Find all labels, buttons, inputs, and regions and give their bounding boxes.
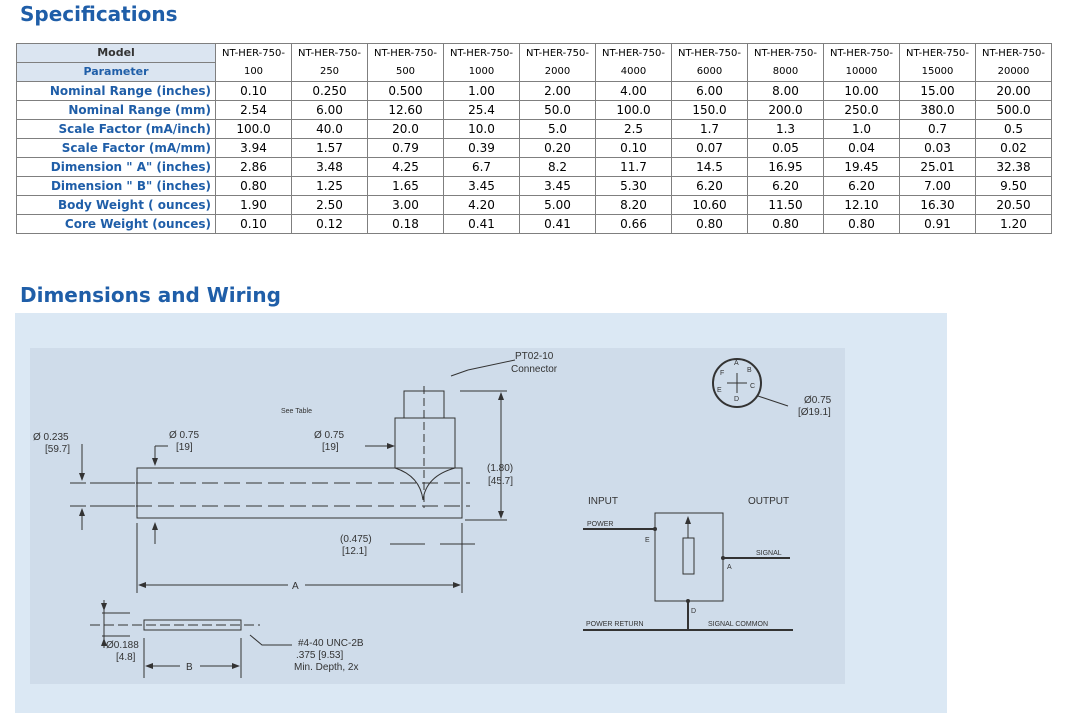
table-cell: 5.0 [520, 120, 596, 139]
d075b-label-1: Ø 0.75 [314, 430, 345, 441]
table-cell: 0.03 [900, 139, 976, 158]
table-cell: 6.00 [672, 82, 748, 101]
table-cell: 0.04 [824, 139, 900, 158]
dim-b-label: B [186, 662, 193, 673]
connector-dia-leader [758, 396, 788, 406]
thread-label-3: Min. Depth, 2x [294, 662, 359, 673]
table-cell: 19.45 [824, 158, 900, 177]
parameter-label: Dimension " A" (inches) [17, 158, 216, 177]
table-cell: 0.80 [216, 177, 292, 196]
table-cell: 32.38 [976, 158, 1052, 177]
thread-label-1: #4-40 UNC-2B [298, 638, 364, 649]
table-cell: 0.250 [292, 82, 368, 101]
table-cell: 4.25 [368, 158, 444, 177]
pin-b-end-label: B [747, 367, 752, 374]
table-cell: 1.90 [216, 196, 292, 215]
height-label-1: (1.80) [487, 463, 514, 474]
table-cell: 2.50 [292, 196, 368, 215]
model-header-1 [292, 44, 368, 82]
parameter-label: Scale Factor (mA/mm) [17, 139, 216, 158]
table-cell: 4.20 [444, 196, 520, 215]
table-cell: 3.45 [520, 177, 596, 196]
core-dia-label-2: [4.8] [116, 652, 136, 663]
table-cell: 5.00 [520, 196, 596, 215]
table-cell: 1.57 [292, 139, 368, 158]
connector-label-1: PT02-10 [515, 351, 554, 362]
model-header-8 [824, 44, 900, 82]
table-cell: 0.5 [976, 120, 1052, 139]
lvdt-box [655, 513, 723, 601]
model-number: 15000 [921, 65, 954, 77]
pin-e-end-label: E [717, 387, 722, 394]
power-label: POWER [587, 521, 614, 528]
dim-a-arrow-right [453, 582, 461, 588]
table-cell: 3.00 [368, 196, 444, 215]
table-cell: 10.60 [672, 196, 748, 215]
model-number: 1000 [468, 65, 495, 77]
table-cell: 0.12 [292, 215, 368, 234]
table-cell: 8.2 [520, 158, 596, 177]
parameter-label: Nominal Range (mm) [17, 101, 216, 120]
output-label: OUTPUT [748, 496, 790, 507]
d235-arrowhead-2 [79, 508, 85, 516]
table-cell: 0.7 [900, 120, 976, 139]
model-number: 4000 [620, 65, 647, 77]
connector-leader [451, 370, 468, 376]
model-prefix: NT-HER-750- [298, 47, 361, 59]
table-cell: 0.02 [976, 139, 1052, 158]
model-header-9 [900, 44, 976, 82]
model-number: 6000 [696, 65, 723, 77]
parameter-label: Scale Factor (mA/inch) [17, 120, 216, 139]
height-arrow-top [498, 392, 504, 400]
table-cell: 0.10 [596, 139, 672, 158]
table-row [17, 120, 1052, 139]
table-cell: 0.10 [216, 82, 292, 101]
thread-label-2: .375 [9.53] [296, 650, 344, 661]
d075a-arrowhead [152, 458, 158, 466]
table-cell: 100.0 [216, 120, 292, 139]
table-cell: 0.79 [368, 139, 444, 158]
signal-label: SIGNAL [756, 550, 782, 557]
table-cell: 0.80 [672, 215, 748, 234]
table-cell: 25.4 [444, 101, 520, 120]
table-cell: 0.41 [520, 215, 596, 234]
table-cell: 15.00 [900, 82, 976, 101]
table-cell: 380.0 [900, 101, 976, 120]
table-cell: 11.7 [596, 158, 672, 177]
connector-label-2: Connector [511, 364, 558, 375]
pin-e-label: E [645, 537, 650, 544]
table-cell: 2.54 [216, 101, 292, 120]
dim-b-arrow-left [145, 663, 153, 669]
dimension-drawing [30, 348, 845, 684]
specifications-table [16, 43, 1052, 234]
table-cell: 12.60 [368, 101, 444, 120]
pin-a-end-label: A [734, 360, 739, 367]
table-cell: 100.0 [596, 101, 672, 120]
pin-a-label: A [727, 564, 732, 571]
model-prefix: NT-HER-750- [526, 47, 589, 59]
model-number: 2000 [544, 65, 571, 77]
d075a-label-2: [19] [176, 442, 193, 453]
model-header-4 [520, 44, 596, 82]
model-header-3 [444, 44, 520, 82]
d235-arrowhead [79, 473, 85, 481]
table-cell: 0.500 [368, 82, 444, 101]
model-number: 20000 [997, 65, 1030, 77]
table-cell: 2.5 [596, 120, 672, 139]
conn-dia-label-2: [Ø19.1] [798, 407, 831, 418]
table-cell: 3.94 [216, 139, 292, 158]
d075b-label-2: [19] [322, 442, 339, 453]
table-cell: 0.66 [596, 215, 672, 234]
table-cell: 20.50 [976, 196, 1052, 215]
table-cell: 40.0 [292, 120, 368, 139]
signal-common-label: SIGNAL COMMON [708, 621, 769, 628]
model-number: 250 [319, 65, 340, 77]
model-prefix: NT-HER-750- [602, 47, 665, 59]
table-cell: 150.0 [672, 101, 748, 120]
table-cell: 20.00 [976, 82, 1052, 101]
model-number: 8000 [772, 65, 799, 77]
table-cell: 3.45 [444, 177, 520, 196]
see-table-label: See Table [281, 408, 313, 415]
parameter-label: Body Weight ( ounces) [17, 196, 216, 215]
parameter-label: Nominal Range (inches) [17, 82, 216, 101]
model-prefix: NT-HER-750- [678, 47, 741, 59]
table-cell: 6.20 [748, 177, 824, 196]
offset-label-1: (0.475) [340, 534, 372, 545]
table-cell: 0.20 [520, 139, 596, 158]
table-cell: 0.80 [824, 215, 900, 234]
body-outline [137, 468, 462, 518]
connector-neck [395, 468, 455, 500]
table-cell: 8.20 [596, 196, 672, 215]
table-cell: 11.50 [748, 196, 824, 215]
height-arrow-bottom [498, 511, 504, 519]
model-prefix: NT-HER-750- [754, 47, 817, 59]
table-cell: 50.0 [520, 101, 596, 120]
table-row [17, 101, 1052, 120]
table-cell: 1.00 [444, 82, 520, 101]
offset-label-2: [12.1] [342, 546, 368, 557]
thread-leader [250, 635, 292, 645]
table-cell: 0.10 [216, 215, 292, 234]
table-row [17, 177, 1052, 196]
table-cell: 4.00 [596, 82, 672, 101]
table-cell: 1.7 [672, 120, 748, 139]
table-cell: 0.39 [444, 139, 520, 158]
table-cell: 10.0 [444, 120, 520, 139]
table-cell: 16.30 [900, 196, 976, 215]
model-header-2 [368, 44, 444, 82]
table-cell: 5.30 [596, 177, 672, 196]
table-cell: 200.0 [748, 101, 824, 120]
model-header-0 [216, 44, 292, 82]
model-number: 100 [243, 65, 264, 77]
table-cell: 2.86 [216, 158, 292, 177]
pin-a-node [721, 556, 725, 560]
input-label: INPUT [588, 496, 618, 507]
model-header-10 [976, 44, 1052, 82]
connector-base [395, 418, 455, 468]
pin-d-node [686, 599, 690, 603]
table-cell: 8.00 [748, 82, 824, 101]
pin-c-end-label: C [750, 383, 756, 390]
table-cell: 0.18 [368, 215, 444, 234]
lvdt-element [683, 538, 694, 574]
table-header-row [17, 44, 1052, 63]
pin-d-label: D [691, 608, 697, 615]
model-number: 10000 [845, 65, 878, 77]
dim-a-arrow-left [138, 582, 146, 588]
d075b-arrowhead [387, 443, 395, 449]
d235-label-2: [59.7] [45, 444, 71, 455]
lvdt-arrowhead [685, 516, 691, 524]
header-model: Model [17, 44, 216, 63]
pin-d-end-label: D [734, 396, 740, 403]
connector-leader-2 [468, 360, 515, 370]
model-prefix: NT-HER-750- [222, 47, 285, 59]
specifications-title: Specifications [20, 2, 178, 26]
core-dia-arrow [101, 603, 107, 611]
table-cell: 250.0 [824, 101, 900, 120]
table-cell: 14.5 [672, 158, 748, 177]
pin-e-node [653, 527, 657, 531]
d075a-arrowhead-2 [152, 522, 158, 530]
table-cell: 16.95 [748, 158, 824, 177]
table-cell: 0.91 [900, 215, 976, 234]
table-cell: 20.0 [368, 120, 444, 139]
table-row [17, 82, 1052, 101]
dim-a-label: A [292, 581, 299, 592]
table-cell: 0.05 [748, 139, 824, 158]
table-cell: 6.7 [444, 158, 520, 177]
table-cell: 10.00 [824, 82, 900, 101]
dimension-drawing-svg [30, 348, 845, 684]
table-cell: 1.25 [292, 177, 368, 196]
pin-f-end-label: F [720, 370, 725, 377]
table-cell: 6.20 [672, 177, 748, 196]
core-dia-label-1: Ø0.188 [106, 640, 139, 651]
model-header-5 [596, 44, 672, 82]
model-prefix: NT-HER-750- [906, 47, 969, 59]
model-prefix: NT-HER-750- [450, 47, 513, 59]
table-cell: 6.20 [824, 177, 900, 196]
table-cell: 6.00 [292, 101, 368, 120]
dim-b-arrow-right [232, 663, 240, 669]
table-cell: 1.3 [748, 120, 824, 139]
table-cell: 3.48 [292, 158, 368, 177]
parameter-label: Core Weight (ounces) [17, 215, 216, 234]
table-cell: 25.01 [900, 158, 976, 177]
table-cell: 12.10 [824, 196, 900, 215]
table-cell: 1.20 [976, 215, 1052, 234]
model-prefix: NT-HER-750- [830, 47, 893, 59]
dimensions-wiring-title: Dimensions and Wiring [20, 283, 281, 307]
model-prefix: NT-HER-750- [374, 47, 437, 59]
model-prefix: NT-HER-750- [982, 47, 1045, 59]
table-row [17, 196, 1052, 215]
model-header-6 [672, 44, 748, 82]
parameter-label: Dimension " B" (inches) [17, 177, 216, 196]
header-parameter: Parameter [17, 63, 216, 82]
d235-label-1: Ø 0.235 [33, 432, 69, 443]
table-cell: 500.0 [976, 101, 1052, 120]
dimensions-wiring-panel [15, 313, 947, 713]
table-cell: 7.00 [900, 177, 976, 196]
conn-dia-label-1: Ø0.75 [804, 395, 832, 406]
table-cell: 9.50 [976, 177, 1052, 196]
table-cell: 0.07 [672, 139, 748, 158]
table-row [17, 139, 1052, 158]
table-cell: 1.65 [368, 177, 444, 196]
table-row [17, 215, 1052, 234]
height-label-2: [45.7] [488, 476, 514, 487]
model-number: 500 [395, 65, 416, 77]
d075a-label-1: Ø 0.75 [169, 430, 200, 441]
table-row [17, 158, 1052, 177]
power-return-label: POWER RETURN [586, 621, 644, 628]
table-cell: 2.00 [520, 82, 596, 101]
table-cell: 1.0 [824, 120, 900, 139]
table-cell: 0.80 [748, 215, 824, 234]
model-header-7 [748, 44, 824, 82]
table-cell: 0.41 [444, 215, 520, 234]
